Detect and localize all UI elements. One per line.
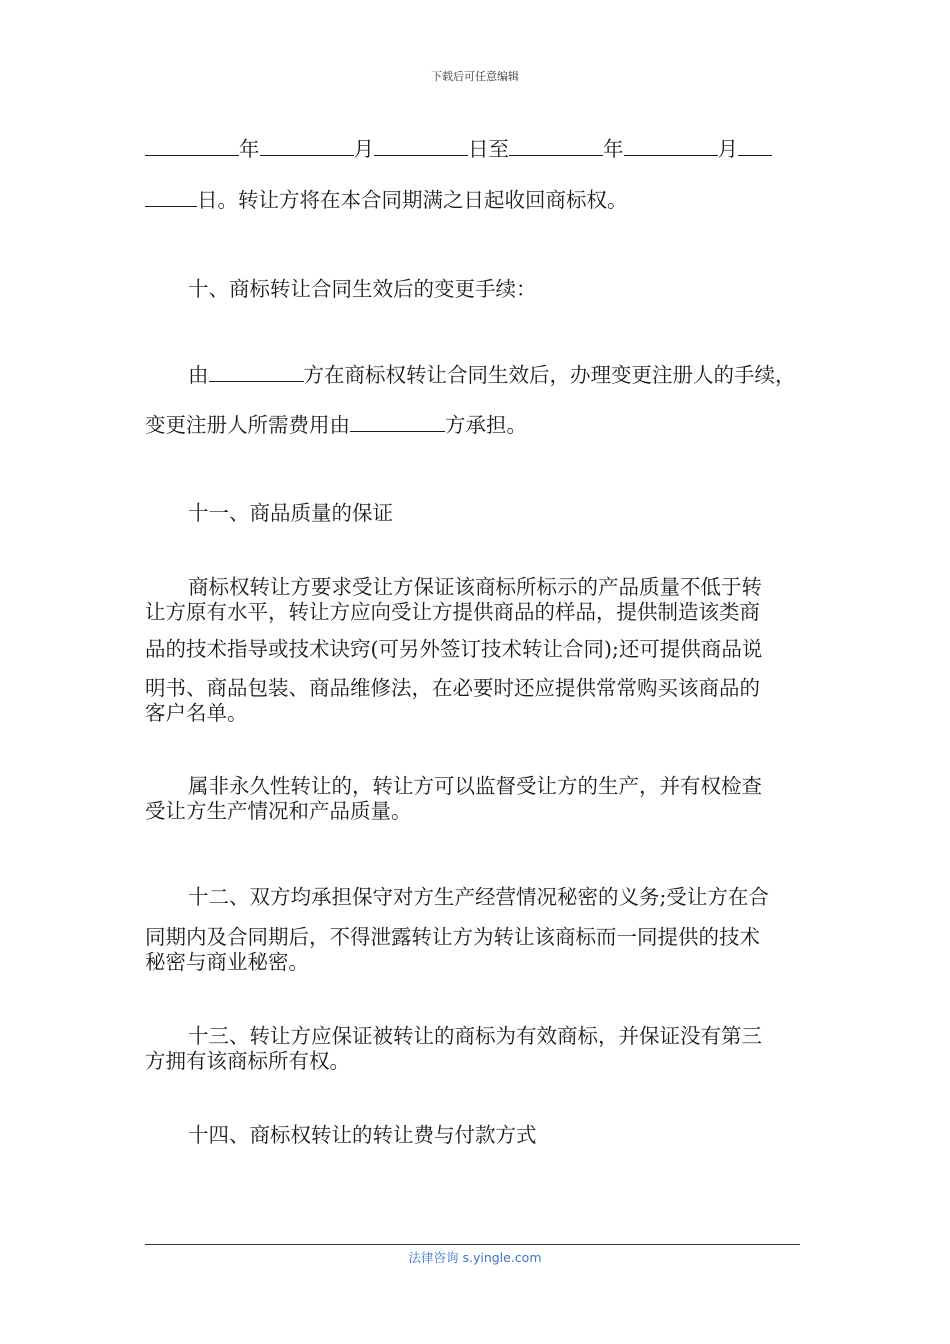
paragraph-line: 品的技术指导或技术诀窍(可另外签订技术转让合同);还可提供商品说 [145, 637, 763, 661]
section-12-line: 同期内及合同期后，不得泄露转让方为转让该商标而一同提供的技术 [145, 925, 760, 949]
section-10-heading: 十、商标转让合同生效后的变更手续： [188, 277, 537, 301]
blank-field [374, 137, 468, 156]
section-12-line: 十二、双方均承担保守对方生产经营情况秘密的义务;受让方在合 [188, 885, 769, 909]
date-word: 年 [603, 137, 624, 161]
paragraph-text: 变更注册人所需费用由 [145, 413, 350, 437]
paragraph-text: 日。转让方将在本合同期满之日起收回商标权。 [197, 188, 628, 212]
section-12-line: 秘密与商业秘密。 [145, 950, 309, 974]
paragraph-text: 由 [188, 363, 209, 387]
blank-field [260, 137, 354, 156]
paragraph-text: 方在商标权转让合同生效后，办理变更注册人的手续， [303, 363, 796, 387]
paragraph-line: 受让方生产情况和产品质量。 [145, 799, 412, 823]
date-word: 日至 [468, 137, 509, 161]
blank-field [350, 413, 445, 432]
date-word: 月 [717, 137, 738, 161]
section-13-line: 十三、转让方应保证被转让的商标为有效商标，并保证没有第三 [188, 1024, 762, 1048]
footer-link[interactable]: 法律咨询 s.yingle.com [408, 1250, 542, 1265]
date-word: 年 [239, 137, 260, 161]
blank-field [624, 137, 718, 156]
paragraph-line: 属非永久性转让的，转让方可以监督受让方的生产，并有权检查 [188, 774, 762, 798]
date-line-continued [145, 188, 815, 212]
paragraph-text: 方承担。 [445, 413, 527, 437]
blank-field [738, 137, 772, 156]
paragraph-line: 客户名单。 [145, 701, 248, 725]
section-11-heading: 十一、商品质量的保证 [188, 501, 393, 525]
date-word: 月 [353, 137, 374, 161]
date-line [145, 137, 815, 161]
header-note: 下载后可任意编辑 [431, 70, 519, 83]
blank-field [145, 137, 239, 156]
section-14-heading: 十四、商标权转让的转让费与付款方式 [188, 1123, 537, 1147]
section-10-line-1 [188, 363, 815, 387]
section-10-line-2 [145, 413, 815, 437]
paragraph-line: 明书、商品包装、商品维修法，在必要时还应提供常常购买该商品的 [145, 676, 760, 700]
paragraph-line: 让方原有水平，转让方应向受让方提供商品的样品，提供制造该类商 [145, 600, 760, 624]
footer-divider [145, 1244, 800, 1245]
blank-field [145, 188, 197, 207]
section-13-line: 方拥有该商标所有权。 [145, 1049, 350, 1073]
paragraph-line: 商标权转让方要求受让方保证该商标所标示的产品质量不低于转 [188, 575, 762, 599]
blank-field [209, 363, 304, 382]
blank-field [509, 137, 603, 156]
